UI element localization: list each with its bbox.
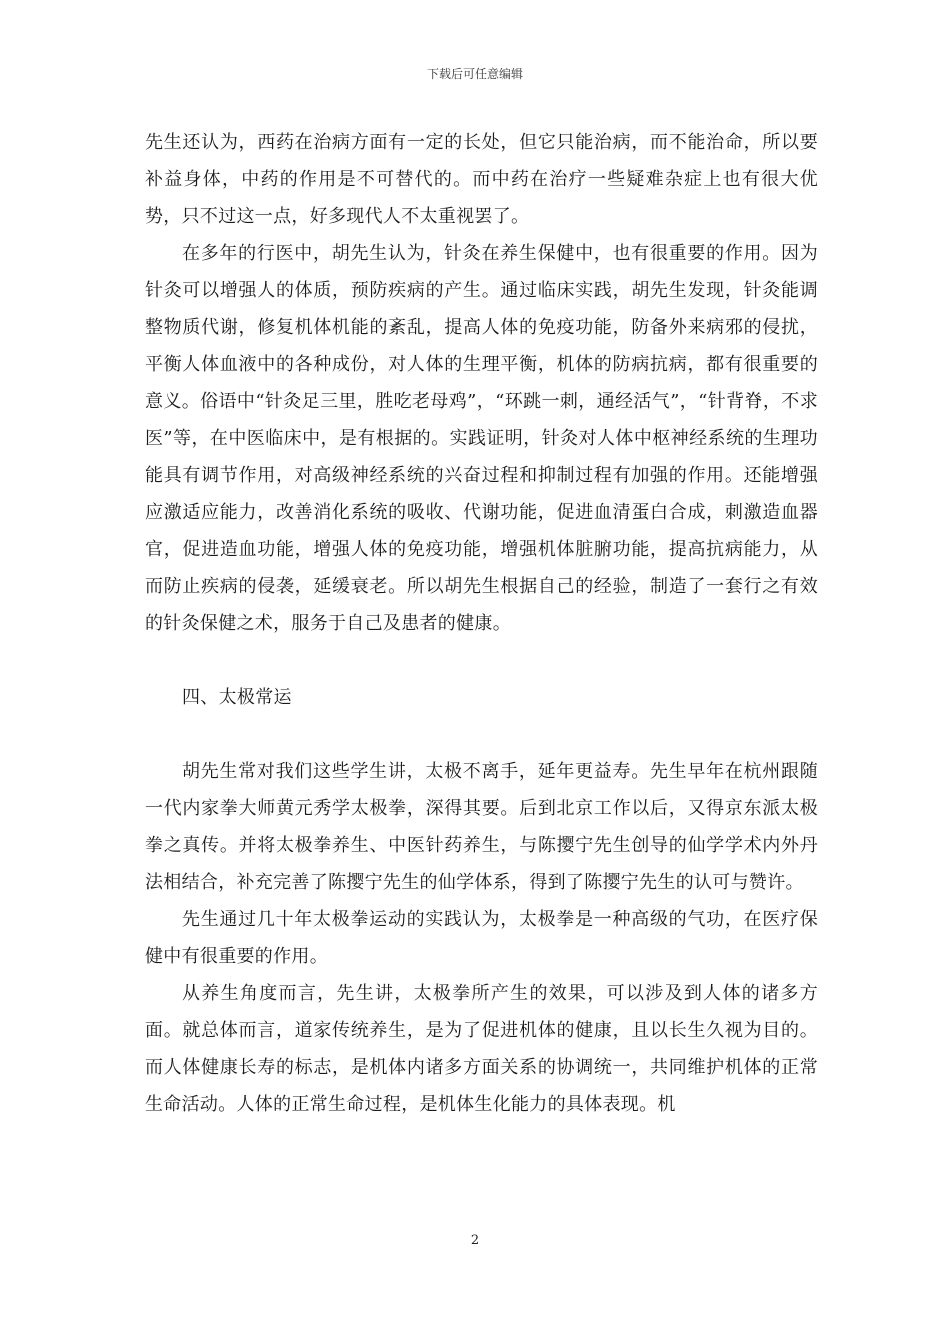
paragraph-acupuncture: 在多年的行医中，胡先生认为，针灸在养生保健中，也有很重要的作用。因为针灸可以增强人的体质，预防疾病的产生。通过临床实践，胡先生发现，针灸能调整物质代谢，修复机体机能的紊乱，提高人体的免疫功能，防备外来病邪的侵扰，平衡人体血液中的各种成份，对人体的生理平衡，机体的防病抗病，都有很重要的意义。俗语中“针灸足三里，胜吃老母鸡”，“环跳一刺，通经活气”，“针背脊，不求医”等，在中医临床中，是有根据的。实践证明，针灸对人体中枢神经系统的生理功能具有调节作用，对高级神经系统的兴奋过程和抑制过程有加强的作用。还能增强应激适应能力，改善消化系统的吸收、代谢功能，促进血清蛋白合成，刺激造血器官，促进造血功能，增强人体的免疫功能，增强机体脏腑功能，提高抗病能力，从而防止疾病的侵袭，延缓衰老。所以胡先生根据自己的经验，制造了一套行之有效的针灸保健之术，服务于自己及患者的健康。 [145, 243, 818, 634]
section-heading-taiji: 四、太极常运 [182, 687, 292, 708]
page-number: 2 [470, 1233, 480, 1248]
paragraph-taiji-health: 从养生角度而言，先生讲，太极拳所产生的效果，可以涉及到人体的诸多方面。就总体而言，道家传统养生，是为了促进机体的健康，且以长生久视为目的。而人体健康长寿的标志，是机体内诸多方面关系的协调统一，共同维护机体的正常生命活动。人体的正常生命过程，是机体生化能力的具体表现。机 [145, 983, 818, 1115]
paragraph-taiji-history: 胡先生常对我们这些学生讲，太极不离手，延年更益寿。先生早年在杭州跟随一代内家拳大师黄元秀学太极拳，深得其要。后到北京工作以后，又得京东派太极拳之真传。并将太极拳养生、中医针药养生，与陈撄宁先生创导的仙学学术内外丹法相结合，补充完善了陈撄宁先生的仙学体系，得到了陈撄宁先生的认可与赞许。 [145, 761, 818, 893]
page-header-note: 下载后可任意编辑 [426, 67, 523, 81]
document-body [145, 124, 818, 1123]
paragraph-western-vs-chinese-medicine: 先生还认为，西药在治病方面有一定的长处，但它只能治病，而不能治命，所以要补益身体，中药的作用是不可替代的。而中药在治疗一些疑难杂症上也有很大优势，只不过这一点，好多现代人不太重视罢了。 [145, 132, 818, 227]
paragraph-taiji-qigong: 先生通过几十年太极拳运动的实践认为，太极拳是一种高级的气功，在医疗保健中有很重要的作用。 [145, 909, 818, 967]
